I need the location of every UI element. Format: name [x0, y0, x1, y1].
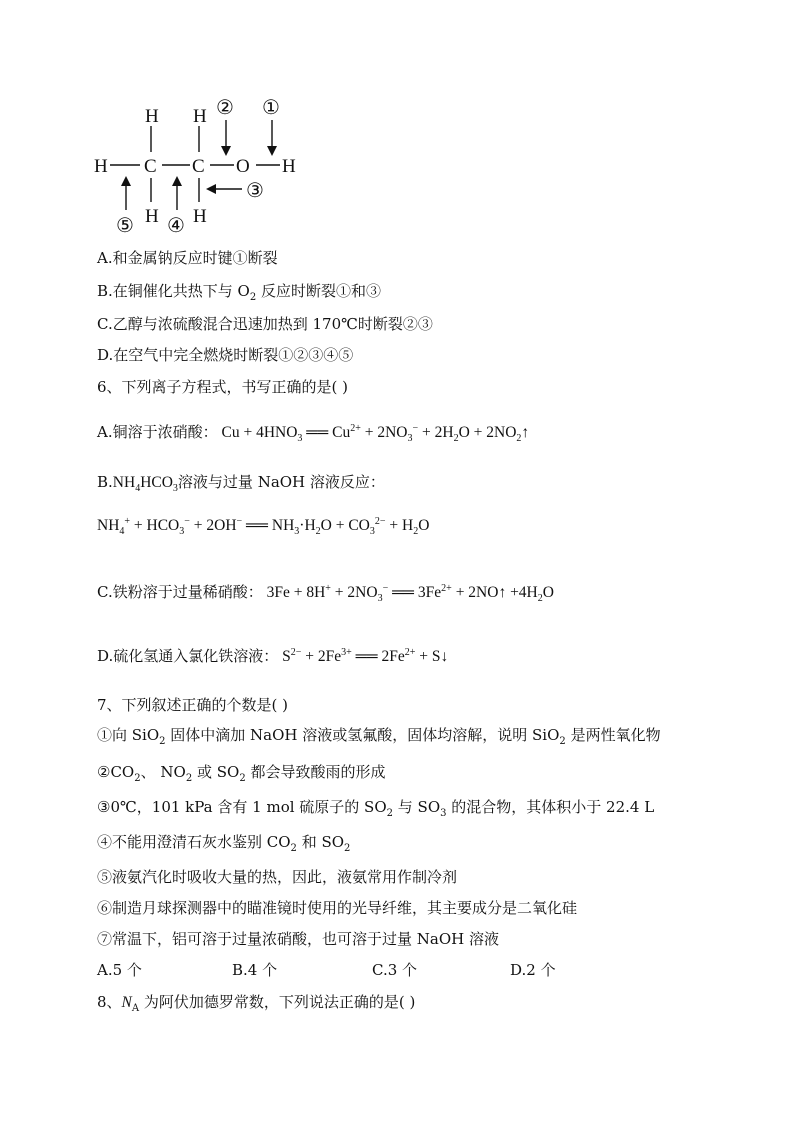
q7-statement-3: ③0℃，101 kPa 含有 1 mol 硫原子的 $SO_2$ 与 $SO_3$ 的混合物，其体积小于 22.4 L: [97, 798, 655, 819]
q7-option-a: A.5 个: [97, 961, 142, 979]
q5-option-b: B.在铜催化共热下与 $O_2$ 反应时断裂①和③: [97, 282, 382, 303]
marker-2: ②: [216, 95, 234, 119]
q6-option-b-equation: $NH_4^+ + HCO_3^- + 2OH^-$ ══ $NH_3\cdot H_2O + CO_3^{2-} + H_2O$: [97, 515, 430, 538]
q6-option-d: D.硫化氢通入氯化铁溶液： $S^{2-} + 2Fe^{3+}$ ══ $2Fe^{2+}$ + S↓: [97, 646, 449, 665]
atom-h-right: H: [282, 156, 296, 177]
q7-option-b: B.4 个: [232, 961, 278, 979]
marker-4: ④: [167, 213, 185, 237]
q6-option-b: $B.NH_4HCO_3$溶液与过量 NaOH 溶液反应：: [97, 473, 385, 495]
q7-statement-1: ①向 SiO$_2$ 固体中滴加 NaOH 溶液或氢氟酸，固体均溶解，说明 SiO$_2$ 是两性氧化物: [97, 726, 661, 747]
q7-option-c: C.3 个: [372, 961, 418, 979]
q5-option-c: C.乙醇与浓硫酸混合迅速加热到 170℃时断裂②③: [97, 315, 433, 333]
marker-3: ③: [246, 178, 264, 202]
marker-5: ⑤: [116, 213, 134, 237]
q6-option-a: A.铜溶于浓硝酸： $Cu + 4HNO_3$ ══ $Cu^{2+} + 2NO_3^- + 2H_2O$ + $2NO_2↑$: [97, 422, 530, 445]
q7-statement-5: ⑤液氨汽化时吸收大量的热，因此，液氨常用作制冷剂: [97, 868, 458, 886]
atom-h-c2-top: H: [193, 106, 207, 127]
q7-statement-4: ④不能用澄清石灰水鉴别 $CO_2$ 和 $SO_2$: [97, 833, 351, 854]
q7-statement-2: $②CO_2$、 $NO_2$ 或 $SO_2$ 都会导致酸雨的形成: [97, 763, 386, 784]
ethanol-structure-diagram: [90, 92, 320, 242]
q7-statement-7: ⑦常温下，铝可溶于过量浓硝酸，也可溶于过量 NaOH 溶液: [97, 930, 499, 948]
atom-c2: C: [192, 156, 205, 177]
atom-c1: C: [144, 156, 157, 177]
atom-h-c1-bottom: H: [145, 206, 159, 227]
q7-statement-6: ⑥制造月球探测器中的瞄准镜时使用的光导纤维，其主要成分是二氧化硅: [97, 899, 578, 917]
q5-option-d: D.在空气中完全燃烧时断裂①②③④⑤: [97, 346, 354, 364]
q7-stem: 7、下列叙述正确的个数是( ): [97, 696, 289, 714]
q8-stem: 8、$N_A$ 为阿伏加德罗常数，下列说法正确的是( ): [97, 993, 416, 1014]
atom-o: O: [236, 156, 250, 177]
q6-option-c: C.铁粉溶于过量稀硝酸： $3Fe + 8H^+ + 2NO_3^-$ ══ $3Fe^{2+}$ + 2NO↑ $+4H_2O$: [97, 582, 554, 605]
q6-stem: 6、下列离子方程式，书写正确的是( ): [97, 378, 349, 396]
atom-h-c1-top: H: [145, 106, 159, 127]
atom-h-c2-bottom: H: [193, 206, 207, 227]
q7-option-d: D.2 个: [510, 961, 556, 979]
atom-h-left: H: [94, 156, 108, 177]
marker-1: ①: [262, 95, 280, 119]
q5-option-a: A.和金属钠反应时键①断裂: [97, 249, 278, 267]
